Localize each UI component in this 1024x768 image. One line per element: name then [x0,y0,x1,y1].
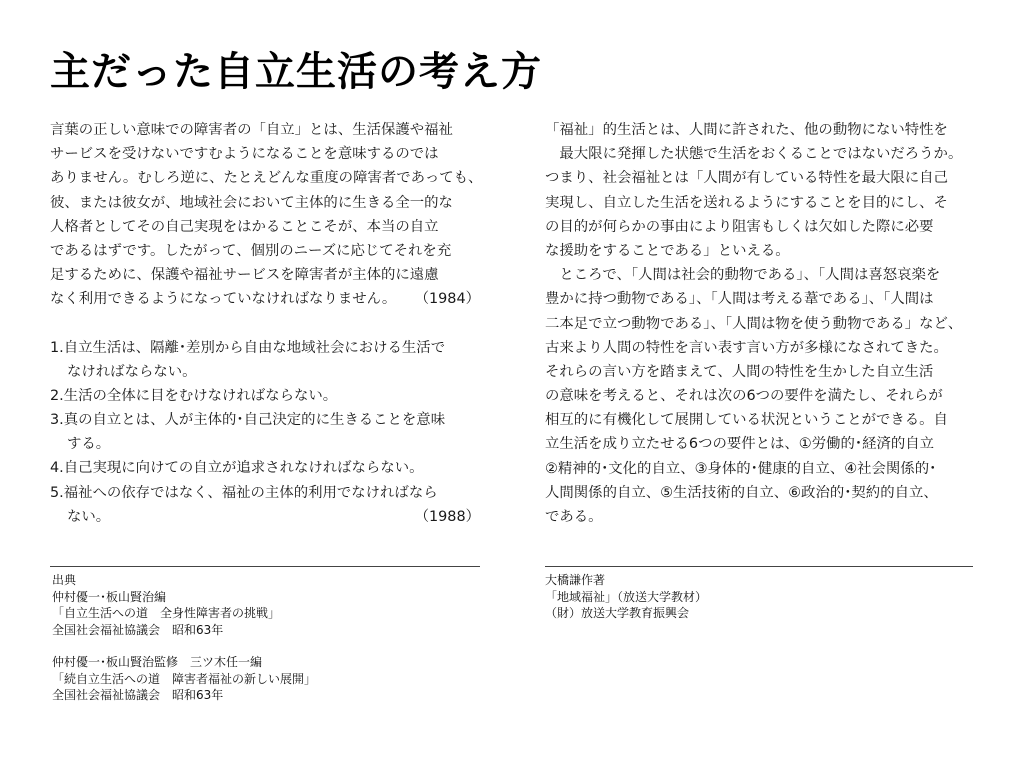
list-item: 1.自立生活は、隔離･差別から自由な地域社会における生活で [50,339,446,356]
reference-line: 全国社会福祉協議会 昭和63年 [52,688,224,702]
list-item: 5.福祉への依存ではなく、福祉の主体的利用でなければなら [50,484,438,501]
paragraph-line: であるはずです。したがって、個別のニーズに応じてそれを充 [50,242,452,259]
paragraph-line: 人格者としてその自己実現をはかることこそが、本当の自立 [50,218,439,235]
right-line: 二本足で立つ動物である」、「人間は物を使う動物である」など、 [545,315,963,332]
reference-line: 仲村優一･板山賢治編 [52,589,167,604]
right-line: の目的が何らかの事由により阻害もしくは欠如した際に必要 [545,218,934,235]
paragraph-last-line [50,287,480,311]
paragraph-line: 言葉の正しい意味での障害者の「自立」とは、生活保護や福祉 [50,122,453,138]
paragraph-line: 足するために、保護や福祉サービスを障害者が主体的に遠慮 [50,267,439,284]
list-item: 3.真の自立とは、人が主体的･自己決定的に生きることを意味 [50,412,446,429]
list-item: 2.生活の全体に目をむけなければならない。 [50,387,338,404]
reference-line: 「続自立生活への道 障害者福祉の新しい展開」 [52,671,317,686]
right-line: ところで、「人間は社会的動物である」、「人間は喜怒哀楽を [545,267,941,284]
right-column [545,118,975,529]
reference-line: 仲村優一･板山賢治監修 三ツ木任一編 [52,655,263,669]
sources-heading: 出典 [52,573,77,587]
paragraph-line: 彼、または彼女が、地域社会において主体的に生きる全一的な [50,194,453,211]
reference-line: 「自立生活への道 全身性障害者の挑戦」 [52,606,281,620]
left-column [50,118,483,529]
right-line: 実現し、自立した生活を送れるようにすることを目的にし、そ [545,194,948,211]
list-year: （1988） [414,508,480,525]
list-item-continuation: ない。 [67,508,111,525]
reference-line: 「地域福祉」（放送大学教材） [545,589,708,604]
right-line: 人間関係的自立、⑤生活技術的自立、⑥政治的･契約的自立、 [545,484,938,501]
right-line: 「福祉」的生活とは、人間に許された、他の動物にない特性を [545,122,948,138]
list-last-line [50,505,480,529]
right-line: 最大限に発揮した状態で生活をおくることではないだろうか。 [545,146,963,163]
right-line: 古来より人間の特性を言い表す言い方が多様になされてきた。 [545,339,948,356]
list-item-continuation: する。 [67,436,111,453]
paragraph-line: ありません。むしろ逆に、たとえどんな重度の障害者であっても、 [50,170,483,187]
right-line: な援助をすることである」といえる。 [545,242,790,259]
sources-right [545,572,707,622]
right-divider [545,566,973,567]
right-line: ②精神的･文化的自立、③身体的･健康的自立、④社会関係的･ [545,460,937,477]
principles-list [50,336,480,530]
sources-left [52,572,316,704]
right-line: である。 [545,509,603,525]
paragraph-line: サービスを受けないですむようになることを意味するのでは [50,146,439,163]
paragraph-line: なく利用できるようになっていなければなりません。 [50,291,397,308]
page-title: 主だった自立生活の考え方 [50,49,542,95]
reference-line: （財）放送大学教育振興会 [545,606,690,620]
paragraph-year: （1984） [414,291,480,308]
definition-paragraph [50,118,483,312]
reference-line: 全国社会福祉協議会 昭和63年 [52,622,224,637]
right-line: それらの言い方を踏まえて、人間の特性を生かした自立生活 [545,363,934,380]
right-line: 豊かに持つ動物である」、「人間は考える葦である」、「人間は [545,291,934,308]
right-line: つまり、社会福祉とは「人間が有している特性を最大限に自己 [545,170,948,187]
right-line: 立生活を成り立たせる6つの要件とは、①労働的･経済的自立 [545,436,935,453]
left-divider [50,566,480,567]
right-line: の意味を考えると、それは次の6つの要件を満たし、それらが [545,388,943,405]
list-item-continuation: なければならない。 [67,363,197,380]
reference-line: 大橋謙作著 [545,573,606,587]
list-item: 4.自己実現に向けての自立が追求されなければならない。 [50,460,424,477]
right-line: 相互的に有機化して展開している状況ということができる。自 [545,412,948,429]
